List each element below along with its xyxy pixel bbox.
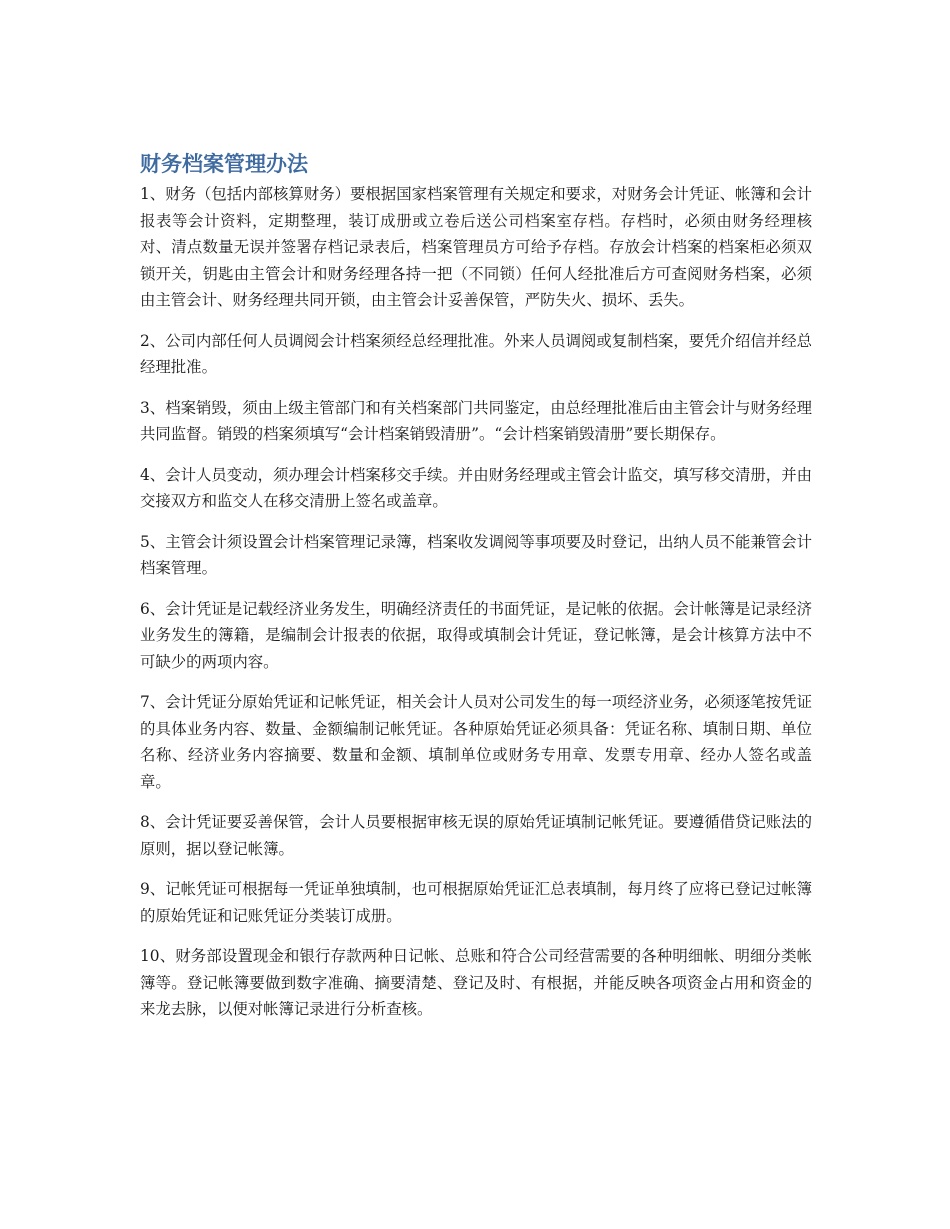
- paragraph-10: 10、财务部设置现金和银行存款两种日记帐、总账和符合公司经营需要的各种明细帐、明细分类帐簿等。登记帐簿要做到数字准确、摘要清楚、登记及时、有根据，并能反映各项资金占用和资金的来龙去脉，以便对帐簿记录进行分析查核。: [140, 947, 812, 1018]
- paragraph-7: 7、会计凭证分原始凭证和记帐凭证，相关会计人员对公司发生的每一项经济业务，必须逐笔按凭证的具体业务内容、数量、金额编制记帐凭证。各种原始凭证必须具备：凭证名称、填制日期、单位名称、经济业务内容摘要、数量和金额、填制单位或财务专用章、发票专用章、经办人签名或盖章。: [140, 693, 812, 791]
- paragraph-1: 1、财务（包括内部核算财务）要根据国家档案管理有关规定和要求，对财务会计凭证、帐簿和会计报表等会计资料，定期整理，装订成册或立卷后送公司档案室存档。存档时，必须由财务经理核对、清点数量无误并签署存档记录表后，档案管理员方可给予存档。存放会计档案的档案柜必须双锁开关，钥匙由主管会计和财务经理各持一把（不同锁）任何人经批准后方可查阅财务档案，必须由主管会计、财务经理共同开锁，由主管会计妥善保管，严防失火、损坏、丢失。: [140, 185, 812, 309]
- document-page: [140, 148, 812, 1037]
- paragraph-8: 8、会计凭证要妥善保管，会计人员要根据审核无误的原始凭证填制记帐凭证。要遵循借贷记账法的原则，据以登记帐簿。: [140, 813, 812, 858]
- paragraph-6: 6、会计凭证是记载经济业务发生，明确经济责任的书面凭证，是记帐的依据。会计帐簿是记录经济业务发生的簿籍，是编制会计报表的依据，取得或填制会计凭证，登记帐簿，是会计核算方法中不可缺少的两项内容。: [140, 599, 812, 671]
- paragraph-9: 9、记帐凭证可根据每一凭证单独填制，也可根据原始凭证汇总表填制，每月终了应将已登记过帐簿的原始凭证和记账凭证分类装订成册。: [140, 880, 812, 925]
- document-title: 财务档案管理办法: [140, 152, 308, 176]
- paragraph-5: 5、主管会计须设置会计档案管理记录簿，档案收发调阅等事项要及时登记，出纳人员不能兼管会计档案管理。: [140, 532, 812, 577]
- paragraph-4: 4、会计人员变动，须办理会计档案移交手续。并由财务经理或主管会计监交，填写移交清册，并由交接双方和监交人在移交清册上签名或盖章。: [140, 465, 812, 510]
- paragraph-2: 2、公司内部任何人员调阅会计档案须经总经理批准。外来人员调阅或复制档案，要凭介绍信并经总经理批准。: [140, 331, 812, 376]
- paragraph-3: 3、档案销毁，须由上级主管部门和有关档案部门共同鉴定，由总经理批准后由主管会计与财务经理共同监督。销毁的档案须填写“会计档案销毁清册”。“会计档案销毁清册”要长期保存。: [140, 398, 812, 443]
